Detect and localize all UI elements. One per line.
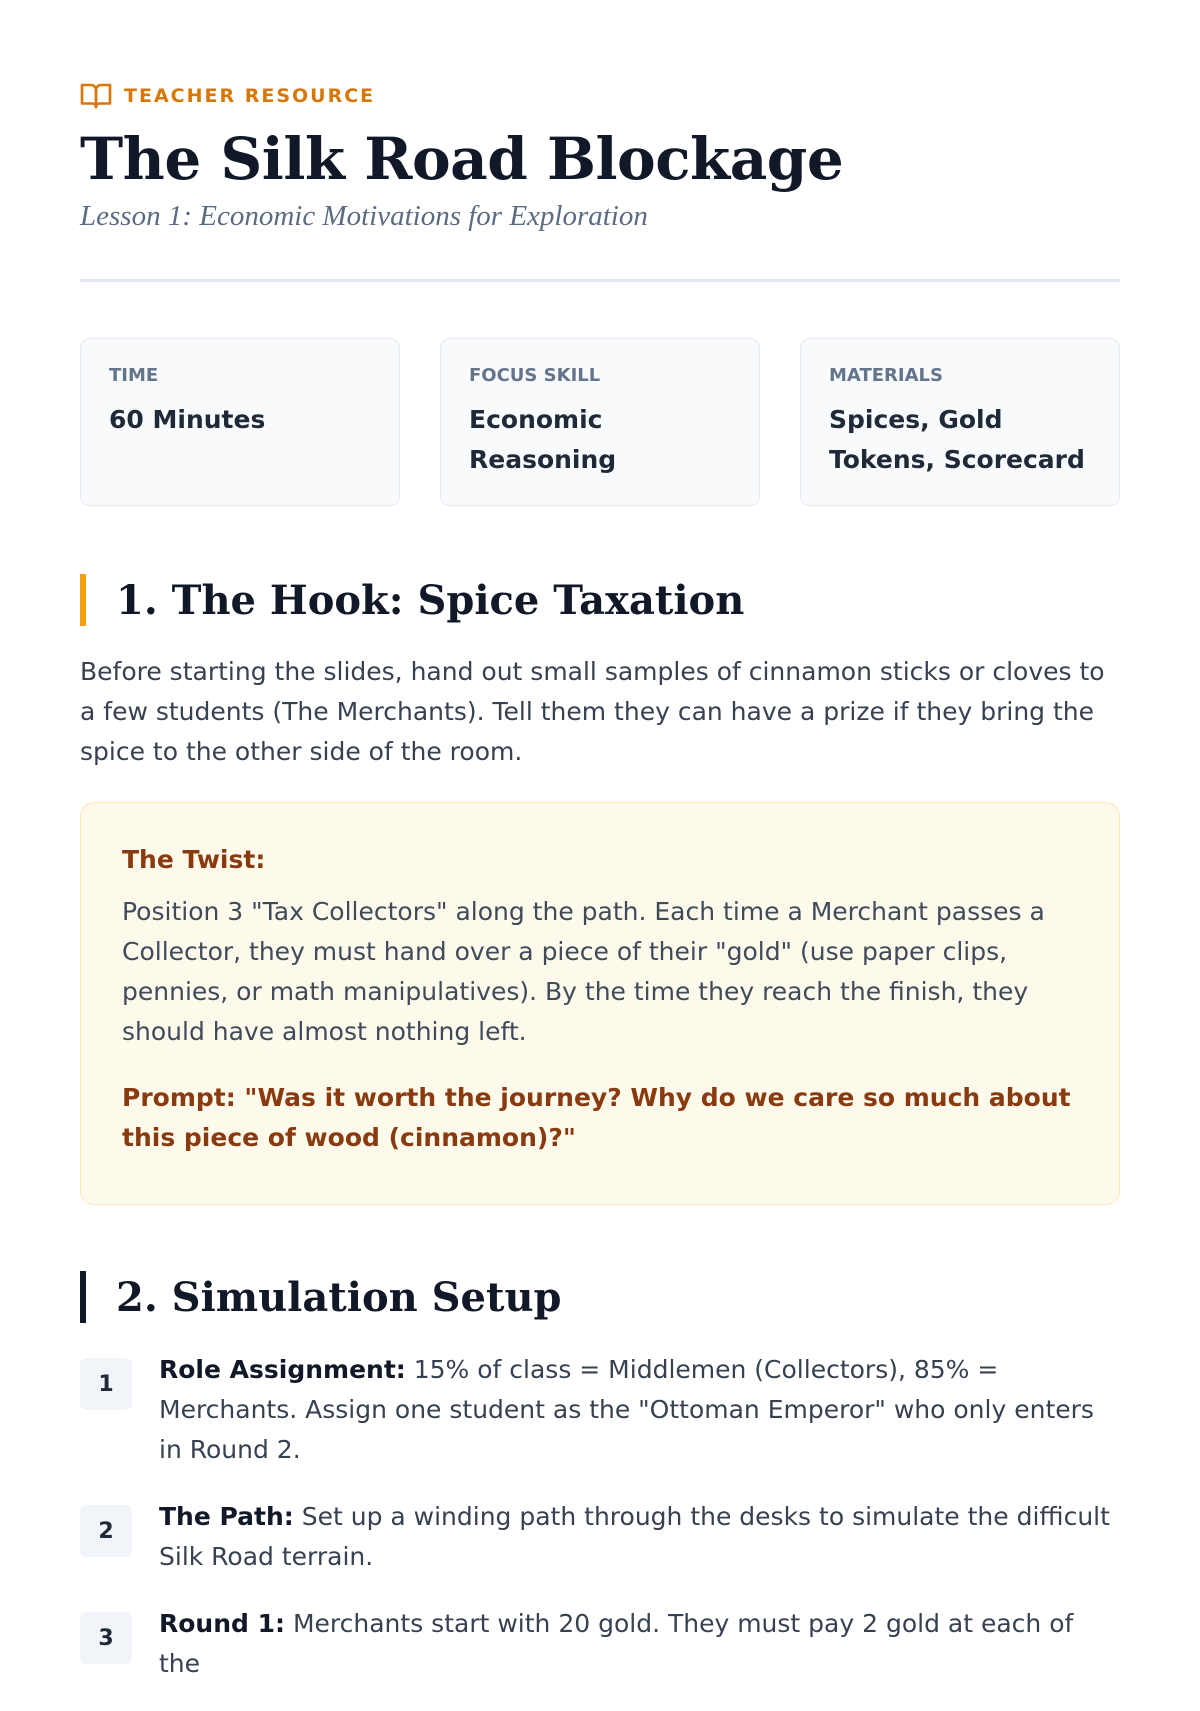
lesson-meta <box>80 338 1120 506</box>
header-divider <box>80 279 1120 282</box>
step-text <box>159 1350 1120 1470</box>
step-number: 3 <box>80 1612 132 1664</box>
step-title: Round 1: <box>159 1609 286 1638</box>
setup-step <box>80 1350 1120 1470</box>
step-description: Merchants start with 20 gold. They must pay 2 gold at each of the <box>159 1609 1074 1678</box>
page-title: The Silk Road Blockage <box>80 125 844 193</box>
step-text <box>159 1497 1120 1577</box>
step-description: 15% of class = Middlemen (Collectors), 85% = Merchants. Assign one student as the "Ottoman Emperor" who only enters in Round 2. <box>159 1355 1094 1464</box>
section-heading-hook <box>80 574 744 626</box>
step-title: Role Assignment: <box>159 1355 406 1384</box>
step-text <box>159 1604 1120 1684</box>
section-title: 2. Simulation Setup <box>116 1273 562 1321</box>
step-number: 1 <box>80 1358 132 1410</box>
setup-steps <box>80 1350 1120 1711</box>
setup-step <box>80 1497 1120 1577</box>
section-accent-bar <box>80 1271 86 1323</box>
meta-label: FOCUS SKILL <box>469 365 601 386</box>
step-description: Set up a winding path through the desks to simulate the difficult Silk Road terrain. <box>159 1502 1110 1571</box>
discussion-prompt: Prompt: "Was it worth the journey? Why do we care so much about this piece of wood (cinnamon)?" <box>122 1083 1071 1152</box>
lesson-subtitle: Lesson 1: Economic Motivations for Exploration <box>80 200 648 232</box>
meta-card-time <box>80 338 400 506</box>
step-number: 2 <box>80 1505 132 1557</box>
meta-card-materials <box>800 338 1120 506</box>
section-accent-bar <box>80 574 86 626</box>
resource-eyebrow <box>80 82 375 110</box>
section-heading-setup <box>80 1271 562 1323</box>
twist-body: Position 3 "Tax Collectors" along the path. Each time a Merchant passes a Collector, they must hand over a piece of their "gold" (use paper clips, pennies, or math manipulatives). By the time they reach the finish, they should have almost nothing left. <box>122 897 1045 1046</box>
open-book-icon <box>80 82 112 110</box>
meta-value: Spices, Gold Tokens, Scorecard <box>829 405 1085 474</box>
eyebrow-label: TEACHER RESOURCE <box>124 85 376 107</box>
meta-label: TIME <box>109 365 159 386</box>
meta-label: MATERIALS <box>829 365 943 386</box>
meta-card-focus-skill <box>440 338 760 506</box>
hook-intro: Before starting the slides, hand out small samples of cinnamon sticks or cloves to a few students (The Merchants). Tell them they can have a prize if they bring the spice to the other side of the room. <box>80 657 1105 766</box>
twist-label: The Twist: <box>122 845 266 874</box>
meta-value: 60 Minutes <box>109 405 266 434</box>
twist-callout <box>80 802 1120 1205</box>
setup-step <box>80 1604 1120 1684</box>
step-title: The Path: <box>159 1502 294 1531</box>
section-title: 1. The Hook: Spice Taxation <box>116 576 745 624</box>
meta-value: Economic Reasoning <box>469 405 617 474</box>
